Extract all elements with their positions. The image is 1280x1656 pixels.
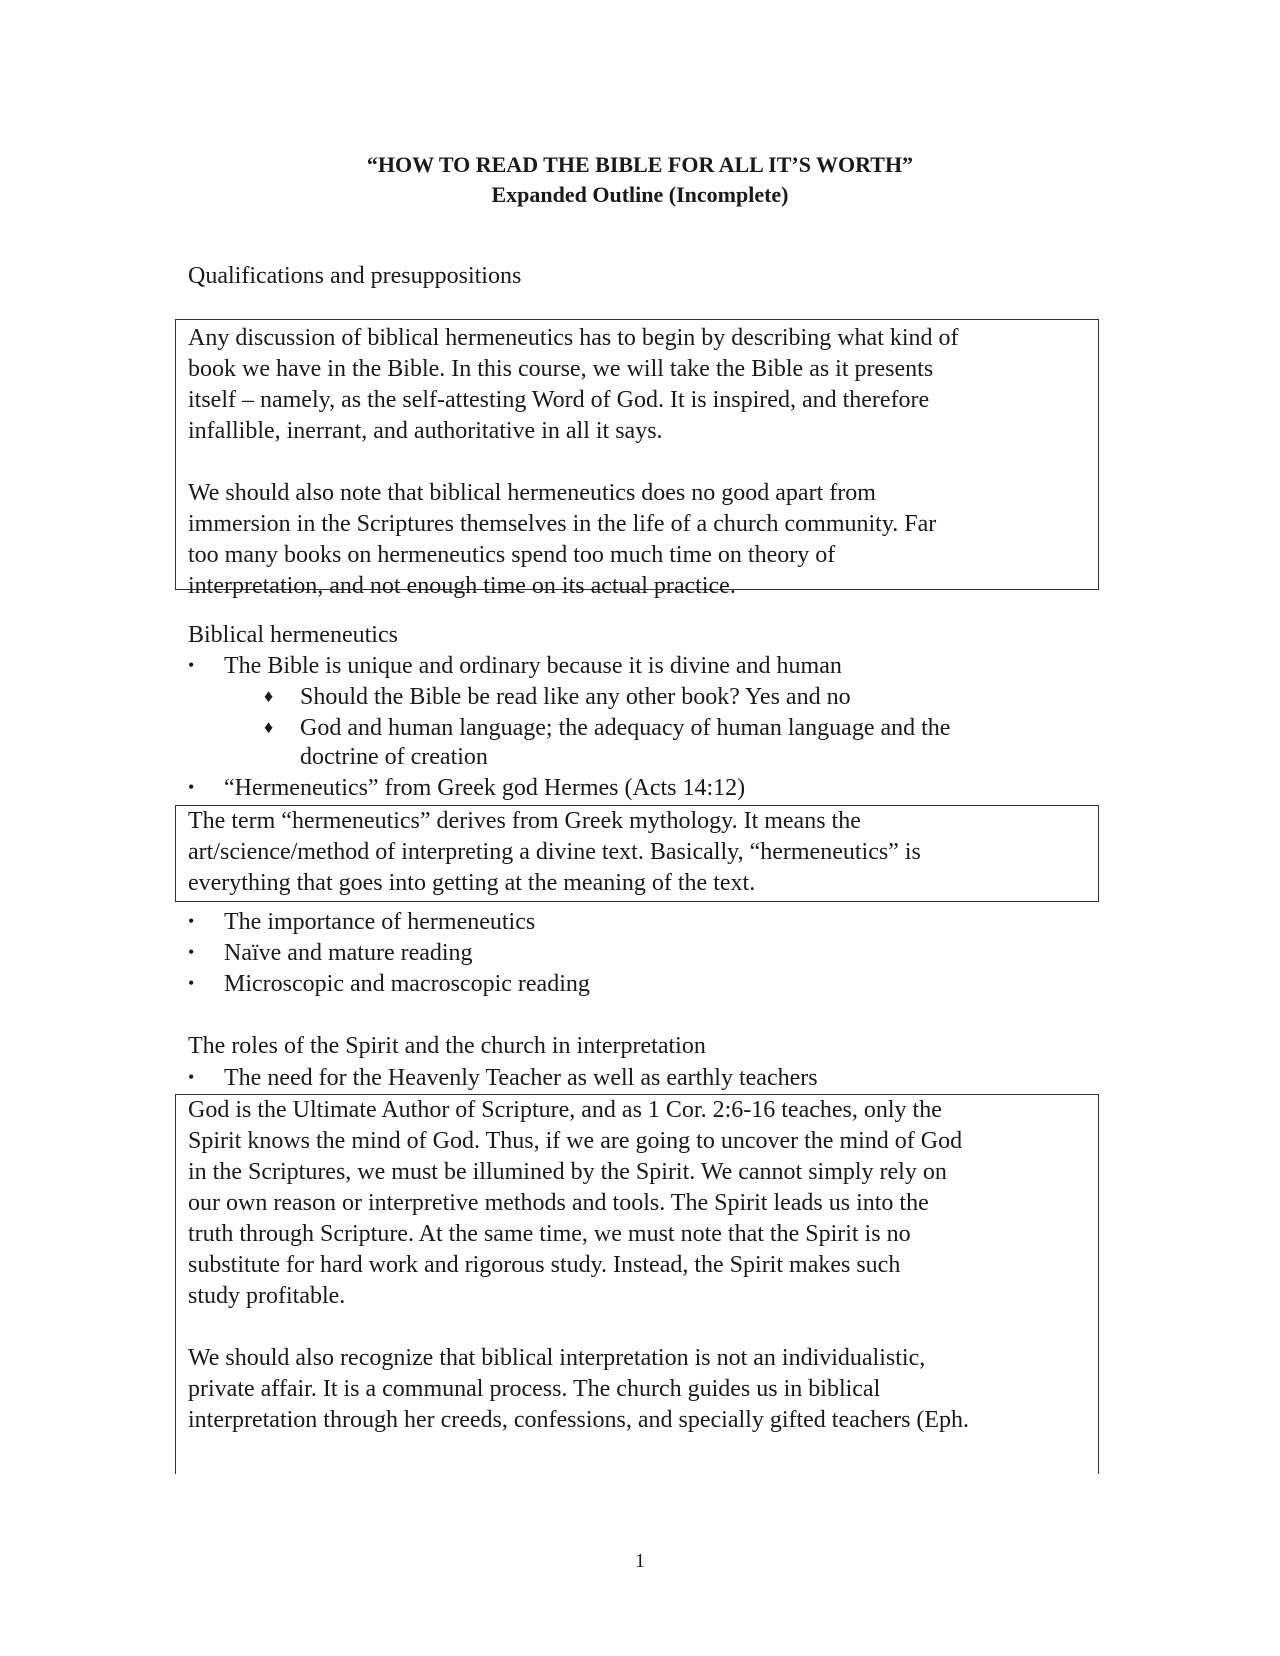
box-line: Spirit knows the mind of God. Thus, if we are going to uncover the mind of God	[188, 1128, 963, 1154]
box-line: study profitable.	[188, 1283, 346, 1309]
bullet-icon: •	[188, 973, 195, 993]
bullet-item	[188, 1062, 818, 1094]
box-line: interpretation through her creeds, confessions, and specially gifted teachers (Eph.	[188, 1407, 970, 1433]
sub-bullet-text: God and human language; the adequacy of human language and the	[300, 715, 951, 741]
bullet-text: Microscopic and macroscopic reading	[224, 971, 590, 997]
box-line: in the Scriptures, we must be illumined by the Spirit. We cannot simply rely on	[188, 1159, 947, 1185]
sub-bullet-item	[264, 681, 851, 713]
sub-bullet-continuation: doctrine of creation	[300, 744, 488, 770]
text-box-qualifications	[175, 319, 1099, 599]
box-line: substitute for hard work and rigorous study. Instead, the Spirit makes such	[188, 1252, 901, 1278]
box-line: book we have in the Bible. In this course, we will take the Bible as it presents	[188, 356, 934, 382]
bullet-item	[188, 968, 590, 1000]
box-line: itself – namely, as the self-attesting Word of God. It is inspired, and therefore	[188, 387, 930, 413]
box-line: interpretation, and not enough time on its actual practice.	[188, 573, 736, 599]
diamond-icon: ♦	[264, 686, 274, 706]
box-line: our own reason or interpretive methods and tools. The Spirit leads us into the	[188, 1190, 929, 1216]
sub-bullet-item	[264, 712, 950, 744]
bullet-item	[188, 906, 535, 938]
bullet-icon: •	[188, 655, 195, 675]
diamond-icon: ♦	[264, 717, 274, 737]
box-line: infallible, inerrant, and authoritative in all it says.	[188, 418, 663, 444]
bullet-icon: •	[188, 942, 195, 962]
document-title: “HOW TO READ THE BIBLE FOR ALL IT’S WORTH”	[366, 152, 914, 177]
box-line: God is the Ultimate Author of Scripture, and as 1 Cor. 2:6-16 teaches, only the	[188, 1097, 942, 1123]
sub-bullet-text: Should the Bible be read like any other book? Yes and no	[300, 684, 851, 710]
box-line: truth through Scripture. At the same time, we must note that the Spirit is no	[188, 1221, 911, 1247]
bullet-item	[188, 772, 745, 804]
box-line: Any discussion of biblical hermeneutics has to begin by describing what kind of	[188, 325, 959, 351]
bullet-text: The Bible is unique and ordinary because it is divine and human	[224, 653, 842, 679]
box-line: too many books on hermeneutics spend too much time on theory of	[188, 542, 836, 568]
bullet-icon: •	[188, 911, 195, 931]
box-line: immersion in the Scriptures themselves in the life of a church community. Far	[188, 511, 937, 537]
box-line: private affair. It is a communal process. The church guides us in biblical	[188, 1376, 881, 1402]
page-number: 1	[635, 1550, 645, 1572]
text-box-hermeneutics-definition	[175, 805, 1099, 902]
bullet-icon: •	[188, 1067, 195, 1087]
document-subtitle: Expanded Outline (Incomplete)	[491, 182, 789, 207]
box-spacer	[188, 1312, 1086, 1343]
box-line: We should also note that biblical hermeneutics does no good apart from	[188, 480, 876, 506]
bullet-icon: •	[188, 777, 195, 797]
section-heading-spirit-and-church: The roles of the Spirit and the church in interpretation	[188, 1033, 706, 1059]
bullet-text: The importance of hermeneutics	[224, 909, 536, 935]
box-line: art/science/method of interpreting a divine text. Basically, “hermeneutics” is	[188, 839, 921, 865]
box-line: The term “hermeneutics” derives from Greek mythology. It means the	[188, 808, 861, 834]
box-line: We should also recognize that biblical interpretation is not an individualistic,	[188, 1345, 926, 1371]
bullet-item	[188, 937, 473, 969]
box-spacer	[188, 447, 1086, 478]
text-box-spirit-and-church	[175, 1094, 1099, 1474]
title-block	[0, 150, 1280, 210]
section-heading-biblical-hermeneutics: Biblical hermeneutics	[188, 622, 398, 648]
box-line: everything that goes into getting at the meaning of the text.	[188, 870, 756, 896]
bullet-text: Naïve and mature reading	[224, 940, 473, 966]
section-heading-qualifications: Qualifications and presuppositions	[188, 263, 522, 289]
bullet-text: The need for the Heavenly Teacher as well as earthly teachers	[224, 1065, 818, 1091]
bullet-text: “Hermeneutics” from Greek god Hermes (Acts 14:12)	[224, 775, 746, 801]
bullet-item	[188, 650, 842, 682]
